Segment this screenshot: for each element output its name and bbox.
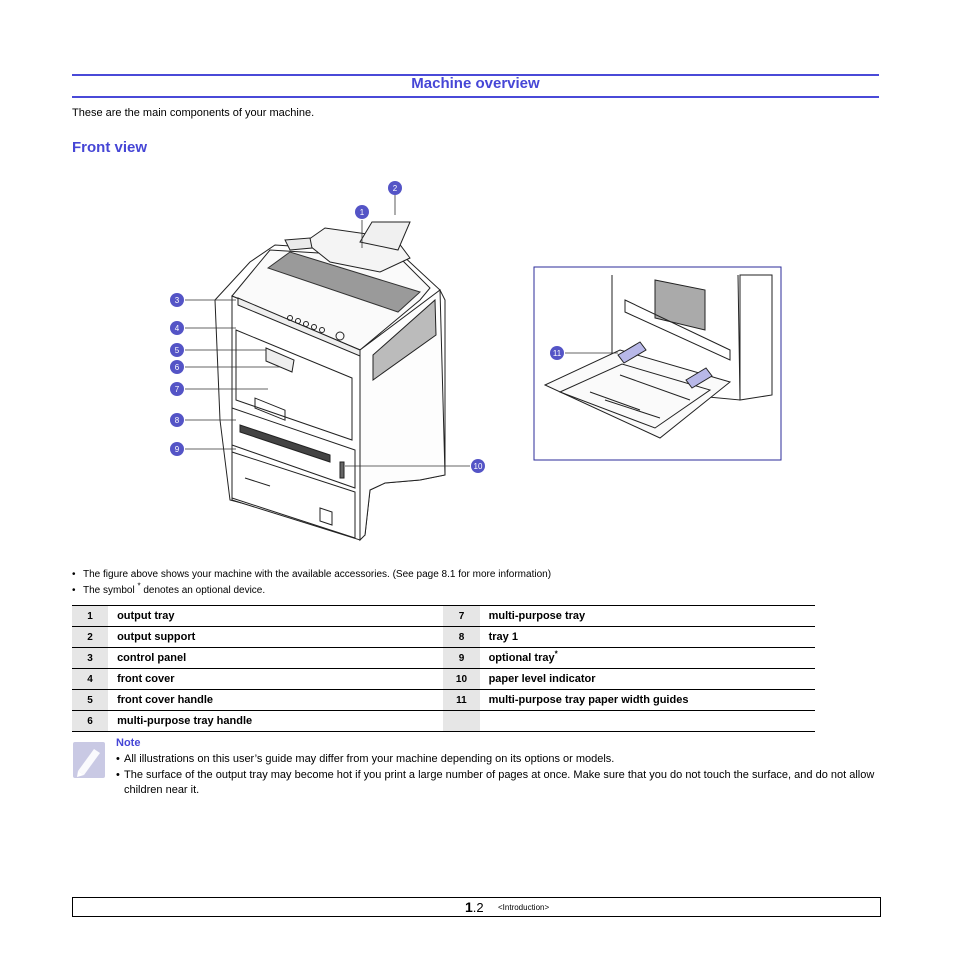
callout-5	[170, 343, 184, 357]
page-title: Machine overview	[411, 75, 540, 92]
table-row	[72, 690, 815, 711]
callout-2	[388, 181, 402, 195]
part-label: tray 1	[480, 627, 815, 648]
note-item: • All illustrations on this user’s guide may differ from your machine depending on its options or models.	[116, 752, 882, 767]
svg-text:6: 6	[174, 363, 180, 372]
callout-6	[170, 360, 184, 374]
table-row	[72, 606, 815, 627]
callout-3	[170, 293, 184, 307]
svg-text:10: 10	[473, 462, 483, 471]
part-number: 3	[72, 648, 108, 669]
svg-text:3: 3	[174, 296, 180, 305]
part-number: 2	[72, 627, 108, 648]
part-number: 9	[443, 648, 479, 669]
part-label: optional tray*	[480, 648, 815, 669]
callout-11	[550, 346, 564, 360]
part-label: control panel	[108, 648, 443, 669]
table-row	[72, 648, 815, 669]
svg-text:1: 1	[359, 208, 365, 217]
part-label: output support	[108, 627, 443, 648]
part-number: 6	[72, 711, 108, 732]
part-number: 7	[443, 606, 479, 627]
part-label: multi-purpose tray paper width guides	[480, 690, 815, 711]
part-label: multi-purpose tray	[480, 606, 815, 627]
callout-7	[170, 382, 184, 396]
svg-text:7: 7	[174, 385, 180, 394]
callout-8	[170, 413, 184, 427]
part-label: output tray	[108, 606, 443, 627]
callout-10	[471, 459, 485, 473]
svg-text:2: 2	[392, 184, 398, 193]
part-number: 10	[443, 669, 479, 690]
part-number: 8	[443, 627, 479, 648]
note-list	[116, 752, 882, 799]
table-row	[72, 669, 815, 690]
svg-text:8: 8	[174, 416, 180, 425]
parts-table	[72, 605, 815, 732]
part-label	[480, 711, 815, 732]
part-label: paper level indicator	[480, 669, 815, 690]
part-label: front cover handle	[108, 690, 443, 711]
part-number: 4	[72, 669, 108, 690]
part-number: 5	[72, 690, 108, 711]
svg-text:4: 4	[174, 324, 180, 333]
section-title: Front view	[72, 139, 148, 156]
figure-note-2: • The symbol * denotes an optional device.	[72, 583, 551, 599]
note-pencil-icon	[72, 741, 106, 779]
figure-note-1: • The figure above shows your machine with the available accessories. (See page 8.1 for more information)	[72, 567, 551, 583]
callout-4	[170, 321, 184, 335]
svg-text:11: 11	[552, 349, 562, 358]
part-label: front cover	[108, 669, 443, 690]
page-footer	[72, 897, 881, 917]
footer-section: <Introduction>	[498, 903, 550, 912]
part-number	[443, 711, 479, 732]
table-row	[72, 711, 815, 732]
part-number: 11	[443, 690, 479, 711]
svg-text:9: 9	[174, 445, 180, 454]
callout-1	[355, 205, 369, 219]
svg-text:5: 5	[174, 346, 180, 355]
part-number: 1	[72, 606, 108, 627]
inset-multipurpose-tray	[534, 267, 781, 460]
intro-text: These are the main components of your machine.	[72, 107, 315, 119]
part-label: multi-purpose tray handle	[108, 711, 443, 732]
note-item: • The surface of the output tray may become hot if you print a large number of pages at once. Make sure that you do not touch the surface, and do not allow children near it.	[116, 768, 882, 798]
callout-9	[170, 442, 184, 456]
table-row	[72, 627, 815, 648]
note-title: Note	[116, 737, 141, 749]
figure-notes	[72, 567, 551, 599]
paper-level-indicator-shape	[340, 462, 344, 478]
page-number: 1.2	[465, 899, 484, 915]
